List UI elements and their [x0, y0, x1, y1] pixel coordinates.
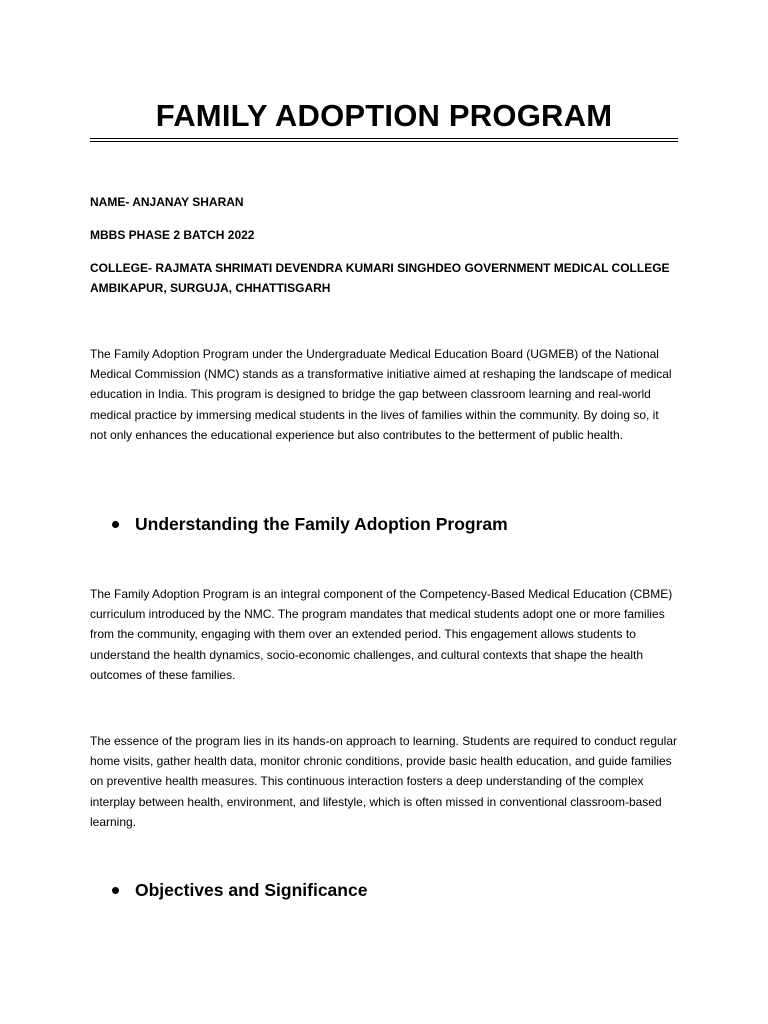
intro-paragraph: The Family Adoption Program under the Undergraduate Medical Education Board (UGMEB) of the National Medical Commission (NMC) stands as a transformative initiative aimed at reshaping the landscape of medical education in India. This program is designed to bridge the gap between classroom learning and real-world medical practice by immersing medical students in the lives of families within the community. By doing so, it not only enhances the educational experience but also contributes to the betterment of public health. — [90, 347, 672, 442]
section-heading-understanding — [112, 512, 508, 536]
title-double-underline — [90, 138, 678, 142]
student-batch: MBBS PHASE 2 BATCH 2022 — [90, 228, 255, 242]
section-heading-text: Understanding the Family Adoption Program — [135, 514, 508, 534]
section-heading-text: Objectives and Significance — [135, 880, 368, 900]
student-college: COLLEGE- RAJMATA SHRIMATI DEVENDRA KUMARI SINGHDEO GOVERNMENT MEDICAL COLLEGE AMBIKAPUR, SURGUJA, CHHATTISGARH — [90, 261, 670, 295]
section1-paragraph-1: The Family Adoption Program is an integral component of the Competency-Based Medical Education (CBME) curriculum introduced by the NMC. The program mandates that medical students adopt one or more families from the community, engaging with them over an extended period. This engagement allows students to understand the health dynamics, socio-economic challenges, and cultural contexts that shape the health outcomes of these families. — [90, 587, 673, 682]
document-title: FAMILY ADOPTION PROGRAM — [155, 98, 613, 133]
section1-paragraph-2: The essence of the program lies in its hands-on approach to learning. Students are required to conduct regular home visits, gather health data, monitor chronic conditions, provide basic health education, and guide families on preventive health measures. This continuous interaction fosters a deep understanding of the complex interplay between health, environment, and lifestyle, which is often missed in conventional classroom-based learning. — [90, 734, 678, 829]
bullet-icon — [112, 887, 119, 894]
student-name: NAME- ANJANAY SHARAN — [90, 195, 244, 209]
bullet-icon — [112, 521, 119, 528]
section-heading-objectives — [112, 878, 367, 902]
